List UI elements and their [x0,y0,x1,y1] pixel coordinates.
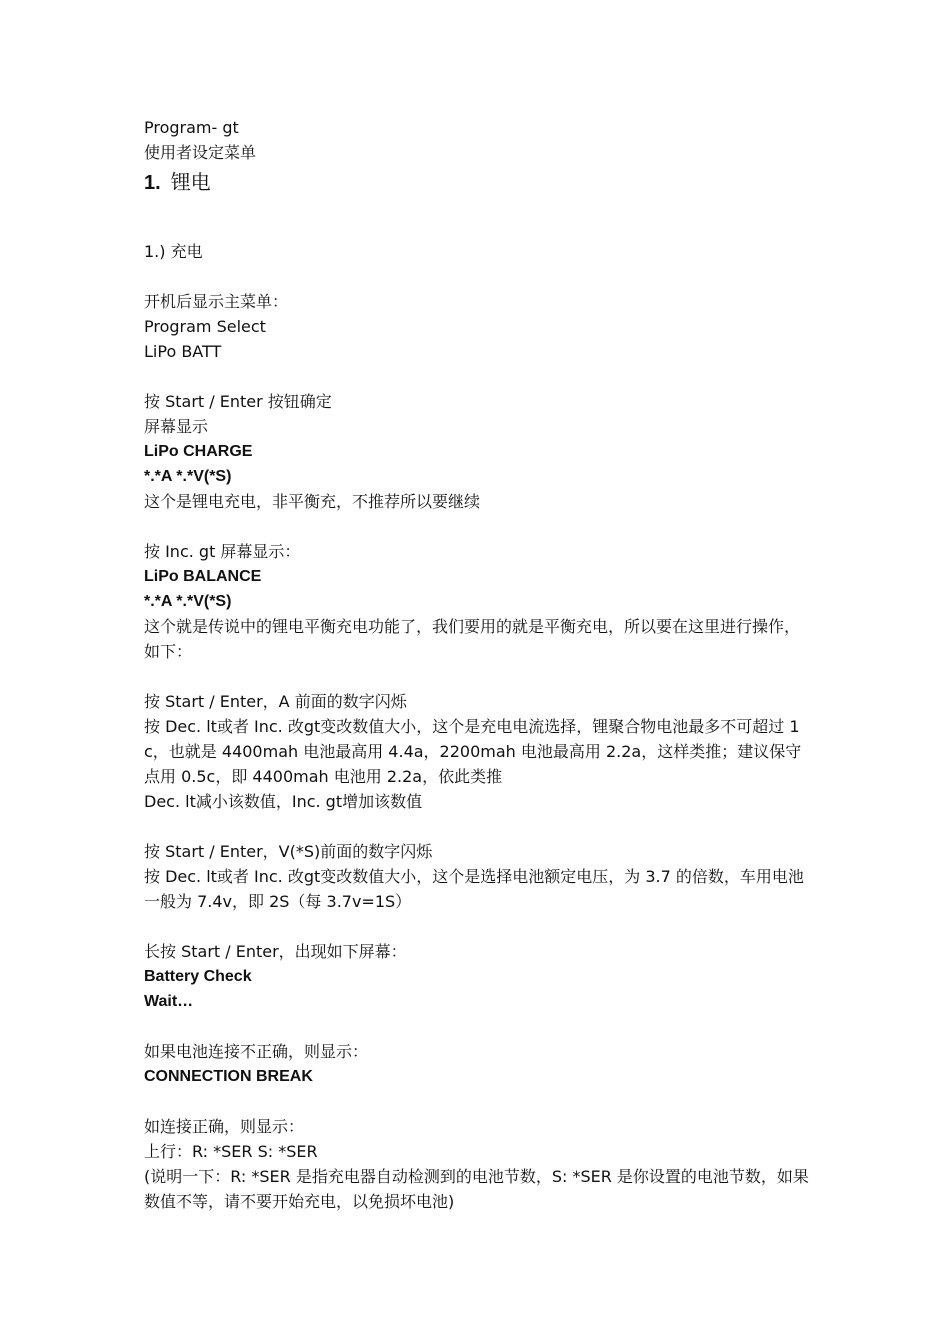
spacer [144,264,812,289]
paragraph-line: 按 Start / Enter 按钮确定 [144,392,332,411]
paragraph-line: 按 Inc. gt 屏幕显示： [144,542,301,561]
paragraph-line: 屏幕显示 [144,417,209,436]
paragraph-line: 按 Start / Enter，A 前面的数字闪烁 [144,692,407,711]
spacer [144,1014,812,1039]
spacer [144,214,812,239]
screen-text: *.*A *.*V(*S) [144,593,232,610]
paragraph-line: 如果电池连接不正确，则显示： [144,1042,369,1061]
paragraph: 按 Dec. lt或者 Inc. 改gt变改数值大小，这个是选择电池额定电压，为 3.7 的倍数，车用电池一般为 7.4v，即 2S（每 3.7v=1S） [144,867,804,911]
spacer [144,914,812,939]
doc-title-line-1: Program- gt [144,118,239,137]
spacer [144,1089,812,1114]
screen-text: LiPo CHARGE [144,443,253,460]
paragraph-line: 这个是锂电充电，非平衡充，不推荐所以要继续 [144,492,481,511]
spacer [144,364,812,389]
subsection-heading: 1.) 充电 [144,242,203,261]
screen-text: Battery Check [144,968,252,985]
paragraph-line: Program Select [144,317,266,336]
spacer [144,814,812,839]
paragraph: (说明一下：R: *SER 是指充电器自动检测到的电池节数，S: *SER 是你设置的电池节数，如果数值不等，请不要开始充电，以免损坏电池) [144,1167,809,1211]
paragraph-line: Dec. lt减小该数值，Inc. gt增加该数值 [144,792,423,811]
screen-text: *.*A *.*V(*S) [144,468,232,485]
paragraph-line: 如连接正确，则显示： [144,1117,305,1136]
section-number: 1. [144,172,161,194]
spacer [144,664,812,689]
document-body [144,115,812,1214]
paragraph-line: 上行：R: *SER S: *SER [144,1142,318,1161]
screen-text: CONNECTION BREAK [144,1068,313,1085]
paragraph: 这个就是传说中的锂电平衡充电功能了，我们要用的就是平衡充电，所以要在这里进行操作，如下： [144,617,801,661]
paragraph-line: 长按 Start / Enter，出现如下屏幕： [144,942,407,961]
screen-text: LiPo BALANCE [144,568,262,585]
section-title: 锂电 [170,170,211,194]
spacer [144,514,812,539]
section-heading [144,165,812,200]
doc-title-line-2: 使用者设定菜单 [144,143,257,162]
paragraph: 按 Dec. lt或者 Inc. 改gt变改数值大小，这个是充电电流选择，锂聚合物电池最多不可超过 1c，也就是 4400mah 电池最高用 4.4a，2200mah 电池最高用 2.2a，这样类推；建议保守点用 0.5c，即 4400mah 电池用 2.2a，依此类推 [144,717,802,786]
screen-text: Wait… [144,993,194,1010]
paragraph-line: LiPo BATT [144,342,222,361]
paragraph-line: 开机后显示主菜单： [144,292,289,311]
paragraph-line: 按 Start / Enter，V(*S)前面的数字闪烁 [144,842,433,861]
